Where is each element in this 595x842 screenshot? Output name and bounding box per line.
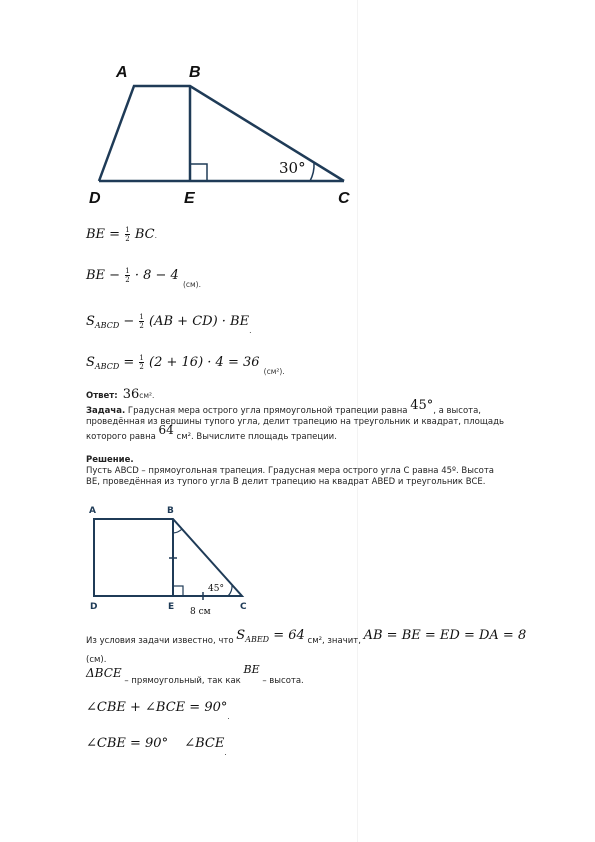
answer-unit: см². — [139, 391, 155, 400]
vertex-label-e: E — [184, 190, 195, 207]
vertex-label-d: D — [89, 190, 101, 207]
vertex-label-c: C — [338, 190, 350, 207]
vertex-label-a2: A — [89, 506, 96, 516]
vertex-label-d2: D — [90, 602, 98, 612]
vertex-label-c2: C — [240, 602, 247, 612]
vertex-label-b: B — [189, 64, 201, 81]
vertex-label-a: A — [116, 64, 128, 81]
formula-rhs: BC — [134, 227, 155, 242]
task-label: Задача. — [86, 406, 126, 416]
unit-label: (см). — [182, 280, 201, 289]
fraction: $\frac{1}{2}$ — [139, 354, 144, 371]
formula-angle-sum: ∠CBE + ∠BCE = $90^\circ_.$ — [86, 700, 230, 721]
segment-label-8cm: 8 см — [190, 607, 211, 617]
fraction: $\frac{1}{2}$ — [139, 313, 144, 330]
trapezoid-diagram-2 — [80, 498, 270, 623]
formula-lhs: BE = — [86, 227, 121, 242]
answer-line — [86, 383, 154, 402]
unit-label: (см²). — [263, 367, 285, 376]
formula-rhs: (2 + 16) · 4 = 36 — [149, 355, 260, 370]
vertex-label-b2: B — [167, 506, 174, 516]
task-area-value: 64 — [158, 423, 174, 437]
solution-paragraph: Решение. Пусть ABCD – прямоугольная трапеция. Градусная мера острого угла C равна 45º. Высота BE, проведённая из тупого угла B делит трапецию на квадрат ABED и треугольник BCE. — [86, 455, 556, 488]
angle-label-45: 45° — [208, 584, 224, 594]
triangle-bce: ΔBCE — [86, 666, 122, 680]
right-angle-mark-1 — [190, 164, 207, 181]
angle-arc-b — [173, 529, 182, 533]
conclusion-line-1: Из условия задачи известно, что $S_{ABED} = 64$ см², значит, AB = BE = ED = DA = 8 — [86, 628, 527, 646]
area-abed: $S_{ABED} = 64$ — [236, 628, 305, 644]
trapezoid-diagram-1 — [80, 60, 360, 210]
formula-angle-values: ∠CBE = 90° $\angle BCE_.$ — [86, 736, 227, 757]
formula-rhs: (AB + CD) · BE — [149, 314, 250, 329]
formula-area-general: $S_{ABCD}$ − $\frac{1}{2}$ $(AB + CD) \cdot BE_.$ — [86, 313, 252, 335]
angle-arc-c — [228, 585, 232, 596]
vertex-label-e2: E — [168, 602, 175, 612]
formula-area-value: $S_{ABCD}$ = $\frac{1}{2}$ (2 + 16) · 4 = 36 $_{(см^2).}$ — [86, 354, 285, 376]
solution-label: Решение. — [86, 455, 134, 465]
fraction: $\frac{1}{2}$ — [125, 267, 130, 284]
fraction: $\frac{1}{2}$ — [125, 226, 130, 243]
answer-value: 36 — [122, 387, 140, 402]
formula-rhs: · 8 − 4 — [134, 268, 179, 283]
angle-label-30: 30° — [279, 159, 306, 177]
answer-label: Ответ: — [86, 391, 118, 401]
task-angle-value: 45° — [410, 398, 434, 413]
trapezoid-outline-1 — [99, 86, 344, 181]
task-paragraph: Задача. Градусная мера острого угла прямоугольной трапеции равна 45°, а высота, проведённая из вершины тупого угла, делит трапецию на треугольник и квадрат, площадь которого равна 64 см². Вычислите площадь трапеции. — [86, 398, 504, 442]
right-angle-mark-2 — [173, 586, 183, 596]
side-equality: AB = BE = ED = DA = 8 — [363, 628, 527, 643]
formula-lhs: BE − — [86, 268, 121, 283]
conclusion-line-3: ΔBCE – прямоугольный, так как BE – высота. — [86, 663, 304, 686]
formula-be-half-bc: BE = $\frac{1}{2}$ BC. — [86, 226, 157, 243]
conclusion-line-2: (см). — [86, 655, 107, 665]
angle-arc-1 — [310, 163, 314, 181]
formula-be-value — [86, 267, 201, 289]
